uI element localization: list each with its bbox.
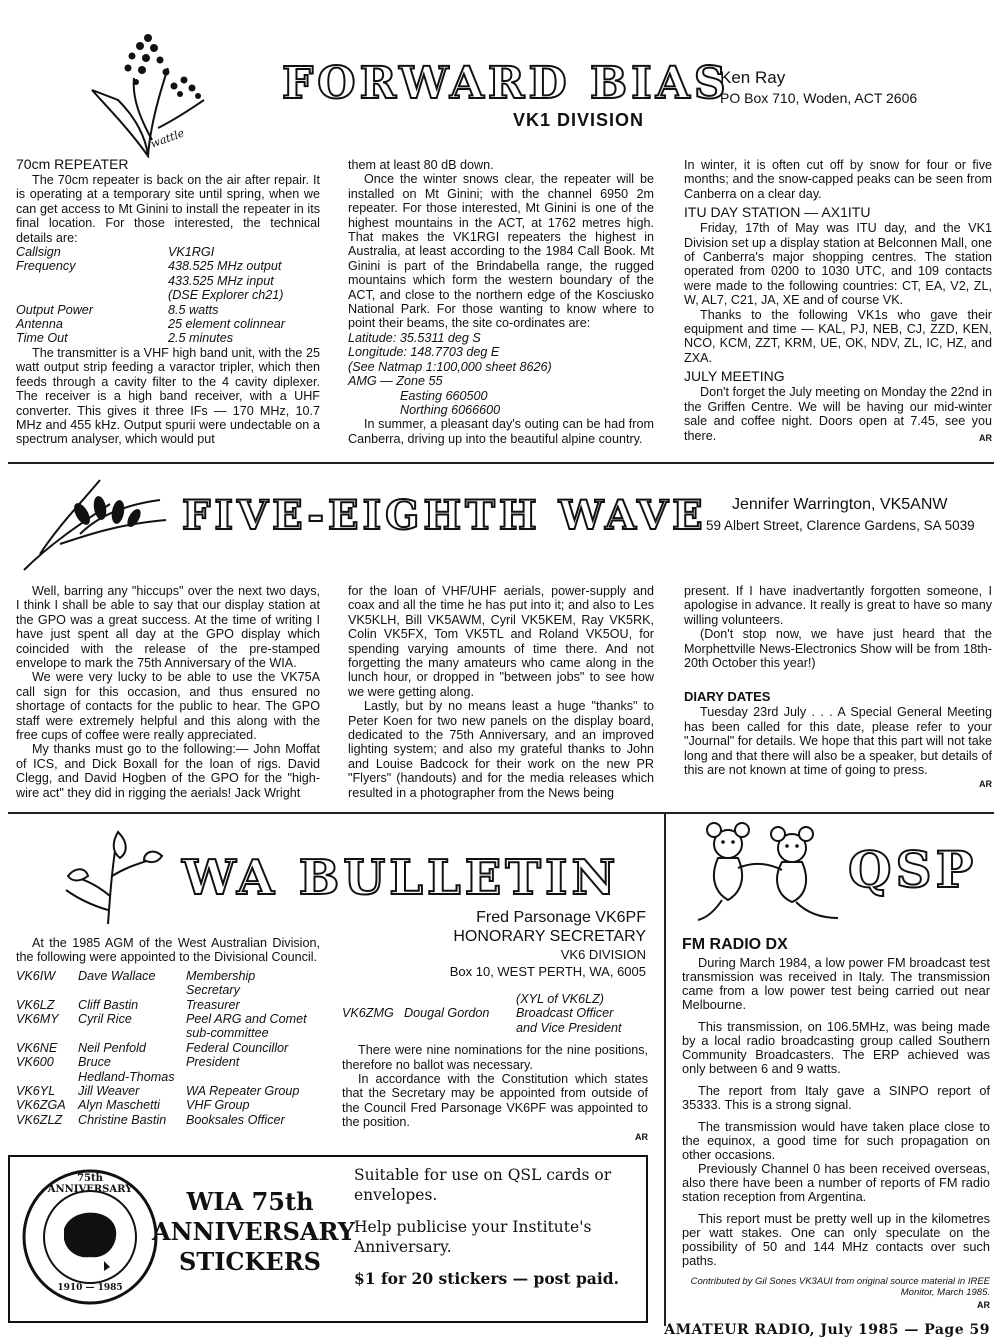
wa-author-role: HONORARY SECRETARY bbox=[453, 928, 646, 945]
five-eighth-address: 59 Albert Street, Clarence Gardens, SA 5039 bbox=[706, 518, 975, 533]
council-role: Membership bbox=[186, 968, 256, 983]
fm-radio-dx-heading: FM RADIO DX bbox=[682, 936, 788, 953]
spec-key: Time Out bbox=[16, 331, 68, 346]
council-role: Federal Councillor bbox=[186, 1040, 289, 1055]
paragraph: In winter, it is often cut off by snow for four or five months; and the snow-capped peaks can be seen from Canberra on a clear day. bbox=[684, 158, 992, 201]
section-divider bbox=[8, 812, 994, 814]
council-call: VK6LZ bbox=[16, 997, 55, 1012]
qsp-title: QSP bbox=[848, 840, 978, 899]
paragraph: This report must be pretty well up in the kilometres per watt stakes. One can only speculate on the possibility of 50 and 144 MHz contacts over such paths. bbox=[682, 1211, 990, 1268]
wa-bulletin-author-block bbox=[420, 908, 646, 980]
council-role: sub-committee bbox=[186, 1026, 269, 1041]
council-name: Hedland-Thomas bbox=[78, 1069, 175, 1084]
coord-line: Northing 6066600 bbox=[400, 402, 501, 417]
council-name: Christine Bastin bbox=[78, 1112, 167, 1127]
council-name: Dave Wallace bbox=[78, 968, 156, 983]
spec-key bbox=[16, 288, 168, 302]
spec-key: Antenna bbox=[16, 317, 63, 332]
paragraph: for the loan of VHF/UHF aerials, power-supply and coax and all the time he has put into it; and also to Les VK5KLH, Bill VK5AWM, Cyril VK5KEM, Ray VK5RK, Colin VK5FX, Tom VK5TL and Roland VK5OU, for spending varying amounts of time there. And not forgetting the many amateurs who came along in the lunch hour, or dropped in "between jobs" to see how we were getting along. bbox=[348, 584, 654, 699]
council-name: Neil Penfold bbox=[78, 1040, 146, 1055]
forward-bias-col1 bbox=[16, 156, 320, 447]
paragraph: Well, barring any "hiccups" over the next two days, I think I shall be able to say that our display station at the GPO was a great success. At the time of writing I have just spent all day at the GPO display which coincided with the release of the pre-stamped envelope to mark the 75th Anniversary of the WIA. bbox=[16, 584, 320, 671]
kangaroo-paw-sketch bbox=[20, 474, 170, 574]
council-call bbox=[16, 1070, 78, 1084]
paragraph: present. If I have inadvertantly forgotten someone, I apologise in advance. It really is great to have so many willing volunteers. bbox=[684, 584, 992, 627]
paragraph: Friday, 17th of May was ITU day, and the VK1 Division set up a display station at Belconnen Mall, one of Canberra's major shopping centres. The station operated from 0200 to 1030 UTC, and 109 contacts were made to the following countries: CT, EA, V2, ZL, W, AL7, C21, JA, XE and of course VK. bbox=[684, 221, 992, 308]
forward-bias-title: FORWARD BIAS bbox=[282, 58, 730, 109]
spec-key bbox=[16, 274, 168, 288]
forward-bias-col2 bbox=[348, 158, 654, 446]
paragraph: Thanks to the following VK1s who gave their equipment and time — KAL, PJ, NEB, CJ, ZZD, KEN, NCO, KCM, ZZT, KRM, UE, OK, NDV, ZL, IC, HZ, and ZXA. bbox=[684, 307, 992, 365]
kangaroo-paw-logo bbox=[20, 474, 170, 574]
spec-key: Output Power bbox=[16, 302, 94, 317]
paragraph: The report from Italy gave a SINPO report of 35333. This is a strong signal. bbox=[682, 1083, 990, 1112]
seal-text: 75th ANNIVERSARY bbox=[47, 1173, 133, 1195]
wa-bulletin-col1 bbox=[16, 936, 320, 1127]
five-eighth-col3 bbox=[684, 584, 992, 792]
end-mark: AR bbox=[977, 1300, 990, 1310]
wattle-label: wattle bbox=[148, 126, 187, 151]
forward-bias-author: Ken Ray bbox=[720, 68, 786, 87]
coord-line: Latitude: 35.5311 deg S bbox=[348, 330, 481, 345]
ad-details bbox=[354, 1165, 642, 1289]
spec-value: 2.5 minutes bbox=[168, 331, 234, 346]
council-name: Cliff Bastin bbox=[78, 997, 139, 1012]
paragraph: In accordance with the Constitution which states that the Secretary may be appointed from outside of the Council Fred Parsonage VK6PF was appointed to the position. bbox=[342, 1072, 648, 1130]
spec-value: 438.525 MHz output bbox=[168, 259, 282, 274]
ad-line3: STICKERS bbox=[179, 1247, 321, 1276]
forward-bias-col3 bbox=[684, 158, 992, 445]
council-name bbox=[78, 1026, 186, 1040]
council-name: Dougal Gordon bbox=[404, 1006, 490, 1021]
paragraph: Tuesday 23rd July . . . A Special General Meeting has been called for this date, please refer to your "Journal" for details. We hope that this part will not take long and that there will also be a speaker, but details of this are not known at time of going to press. bbox=[684, 705, 992, 778]
paragraph: In summer, a pleasant day's outing can be had from Canberra, driving up into the beautiful alpine country. bbox=[348, 417, 654, 446]
wa-flower-logo bbox=[58, 826, 168, 926]
zmg-note: (XYL of VK6LZ) bbox=[516, 992, 604, 1006]
coord-line: Longitude: 148.7703 deg E bbox=[348, 345, 500, 360]
spec-key: Frequency bbox=[16, 259, 76, 274]
ad-line1: WIA 75th bbox=[186, 1187, 314, 1216]
wa-bulletin-title: WA BULLETIN bbox=[182, 850, 620, 906]
council-role: Peel ARG and Comet bbox=[186, 1012, 307, 1027]
dancing-mice-illustration bbox=[692, 822, 842, 926]
spec-value: 433.525 MHz input bbox=[168, 273, 274, 288]
itu-heading: ITU DAY STATION — AX1ITU bbox=[684, 204, 871, 221]
council-call: VK6ZLZ bbox=[16, 1112, 63, 1127]
paragraph: Lastly, but by no means least a huge "thanks" to Peter Koen for two new panels on the display board, dedicated to the 75th Anniversary, and an improved lighting system; and also my grateful thanks to John and Louise Badcock for their work on the new PR "Flyers" (handouts) and for the media releases which resulted in a photographer from the News being bbox=[348, 699, 654, 800]
column-divider bbox=[664, 814, 666, 1326]
paragraph: My thanks must go to the following:— John Moffat of ICS, and Dick Boxall for the loan of rigs. David Clegg, and David Hogben of the GPO for the "high-wire act" they did in rigging the aerials! Jack Wright bbox=[16, 742, 320, 800]
council-name: Jill Weaver bbox=[78, 1084, 140, 1099]
paragraph: (Don't stop now, we have just heard that the Morphettville News-Electronics Show will be from 18th-20th October this year!) bbox=[684, 627, 992, 671]
wattle-logo bbox=[88, 28, 208, 158]
forward-bias-address: PO Box 710, Woden, ACT 2606 bbox=[720, 90, 918, 106]
council-call: VK6ZGA bbox=[16, 1098, 66, 1113]
five-eighth-title: FIVE-EIGHTH WAVE bbox=[182, 492, 707, 539]
paragraph: Don't forget the July meeting on Monday the 22nd in the Griffen Centre. We will be having our mid-winter sale and coffee night. Doors open at 7.45, see you there. bbox=[684, 385, 992, 443]
paragraph: During March 1984, a low power FM broadcast test transmission was received in Italy. The transmission came from a low power test being carried out near Melbourne. bbox=[682, 955, 990, 1012]
council-role: President bbox=[186, 1055, 240, 1070]
anniversary-ad bbox=[8, 1155, 648, 1323]
page-footer: AMATEUR RADIO, July 1985 — Page 59 bbox=[664, 1322, 990, 1338]
council-call bbox=[16, 983, 78, 997]
paragraph: Previously Channel 0 has been received overseas, also there have been a number of reports of FM radio station reception from Argentina. bbox=[682, 1161, 990, 1204]
council-call: VK6IW bbox=[16, 968, 56, 983]
spec-value: 8.5 watts bbox=[168, 302, 219, 317]
wa-bulletin-col2 bbox=[342, 992, 648, 1144]
five-eighth-col2 bbox=[348, 584, 654, 800]
paragraph: The transmission would have taken place close to the equinox, a good time for such propagation on other occasions. bbox=[682, 1119, 990, 1162]
wa-author-division: VK6 DIVISION bbox=[560, 947, 646, 962]
council-role bbox=[186, 1070, 320, 1084]
council-role: VHF Group bbox=[186, 1098, 250, 1113]
council-role: WA Repeater Group bbox=[186, 1084, 300, 1099]
diary-dates-heading: DIARY DATES bbox=[684, 689, 771, 705]
ad-detail-1: Suitable for use on QSL cards or envelopes. bbox=[354, 1166, 612, 1204]
dancing-mice-sketch bbox=[692, 822, 842, 926]
council-call: VK6NE bbox=[16, 1040, 58, 1055]
ad-detail-2: Help publicise your Institute's Anniversary. bbox=[354, 1218, 592, 1256]
qsp-credit: Contributed by Gil Sones VK3AUI from original source material in IREE Monitor, March 1985. bbox=[690, 1276, 990, 1298]
council-call: VK6YL bbox=[16, 1084, 56, 1099]
council-role: Booksales Officer bbox=[186, 1112, 285, 1127]
council-list bbox=[16, 969, 320, 1127]
wa-flower-sketch bbox=[58, 826, 168, 926]
council-call: VK600 bbox=[16, 1055, 54, 1070]
spec-key: Callsign bbox=[16, 245, 61, 260]
spec-value: (DSE Explorer ch21) bbox=[168, 288, 284, 303]
council-name bbox=[78, 983, 186, 997]
council-name: Alyn Maschetti bbox=[78, 1098, 160, 1113]
paragraph: We were very lucky to be able to use the VK75A call sign for this occasion, and thus ensured no shortage of contacts for the public to hear. The GPO staff were extremely helpful and this along with the free cups of coffee were really appreciated. bbox=[16, 670, 320, 743]
end-mark: AR bbox=[635, 1131, 648, 1142]
paragraph: them at least 80 dB down. bbox=[348, 158, 494, 172]
end-mark: AR bbox=[979, 779, 992, 790]
council-role: Treasurer bbox=[186, 997, 240, 1012]
coord-line: (See Natmap 1:100,000 sheet 8626) bbox=[348, 359, 552, 374]
end-mark: AR bbox=[979, 432, 992, 443]
council-name: Cyril Rice bbox=[78, 1012, 132, 1027]
ad-headline bbox=[152, 1187, 355, 1277]
july-meeting-heading: JULY MEETING bbox=[684, 368, 785, 385]
forward-bias-subtitle: VK1 DIVISION bbox=[513, 110, 645, 130]
council-call: VK6MY bbox=[16, 1012, 59, 1027]
wa-author-address: Box 10, WEST PERTH, WA, 6005 bbox=[449, 964, 646, 979]
paragraph: At the 1985 AGM of the West Australian Division, the following were appointed to the Divisional Council. bbox=[16, 936, 320, 965]
paragraph: There were nine nominations for the nine positions, therefore no ballot was necessary. bbox=[342, 1043, 648, 1072]
zmg-entry bbox=[342, 1006, 648, 1035]
paragraph: Once the winter snows clear, the repeater will be installed on Mt Ginini; with the channel 6950 2m repeater. For those interested, Mt Ginini is one of the highest mountains in the ACT, at 1762 metres high. That makes the VK1RGI repeaters the highest in Australia, at least according to the 1984 Call Book. Mt Ginini is part of the Brindabella range, the rugged mountains which form the western boundary of the ACT, and close to the northern edge of the Kosciusko National Park. For those wanting to know where to point their beams, the site co-ordinates are: bbox=[348, 172, 654, 331]
qsp-column bbox=[682, 934, 990, 1312]
ad-line2: ANNIVERSARY bbox=[152, 1217, 355, 1246]
wa-author-name: Fred Parsonage VK6PF bbox=[476, 909, 646, 926]
repeater-heading: 70cm REPEATER bbox=[16, 156, 129, 172]
anniversary-seal bbox=[20, 1167, 160, 1307]
ad-detail-3: $1 for 20 stickers — post paid. bbox=[354, 1269, 619, 1288]
section-divider bbox=[8, 462, 994, 464]
five-eighth-col1 bbox=[16, 584, 320, 800]
council-name: Bruce bbox=[78, 1055, 111, 1070]
council-role: Broadcast Officer bbox=[516, 1006, 614, 1021]
council-role: Secretary bbox=[186, 983, 240, 998]
council-role: and Vice President bbox=[516, 1020, 622, 1035]
coord-line: AMG — Zone 55 bbox=[348, 374, 443, 389]
paragraph: The transmitter is a VHF high band unit, with the 25 watt output strip feeding a varactor tripler, which then feeds through a cavity filter to the 4 cavity diplexer. The receiver is a high band receiver, with a UHF converter. This gives it three IFs — 170 MHz, 10.7 MHz and 455 kHz. Output spurii were undectable on a spectrum analyser, which would put bbox=[16, 345, 320, 447]
coord-line: Easting 660500 bbox=[400, 388, 488, 403]
paragraph: This transmission, on 106.5MHz, was being made by a local radio broadcasting group called Southern Community Broadcasters. The ERP achieved was only between 6 and 9 watts. bbox=[682, 1019, 990, 1076]
paragraph: The 70cm repeater is back on the air after repair. It is operating at a temporary site until spring, when we can get access to Mt Ginini to install the repeater in its final location. For those interested, the technical details are: bbox=[16, 173, 320, 245]
coordinates bbox=[348, 331, 654, 417]
seal-years: 1910 — 1985 bbox=[57, 1283, 123, 1293]
council-call bbox=[16, 1026, 78, 1040]
spec-value: 25 element colinnear bbox=[168, 317, 285, 332]
five-eighth-author: Jennifer Warrington, VK5ANW bbox=[732, 496, 948, 513]
spec-table bbox=[16, 245, 320, 346]
council-call: VK6ZMG bbox=[342, 1006, 394, 1021]
spec-value: VK1RGI bbox=[168, 245, 215, 260]
